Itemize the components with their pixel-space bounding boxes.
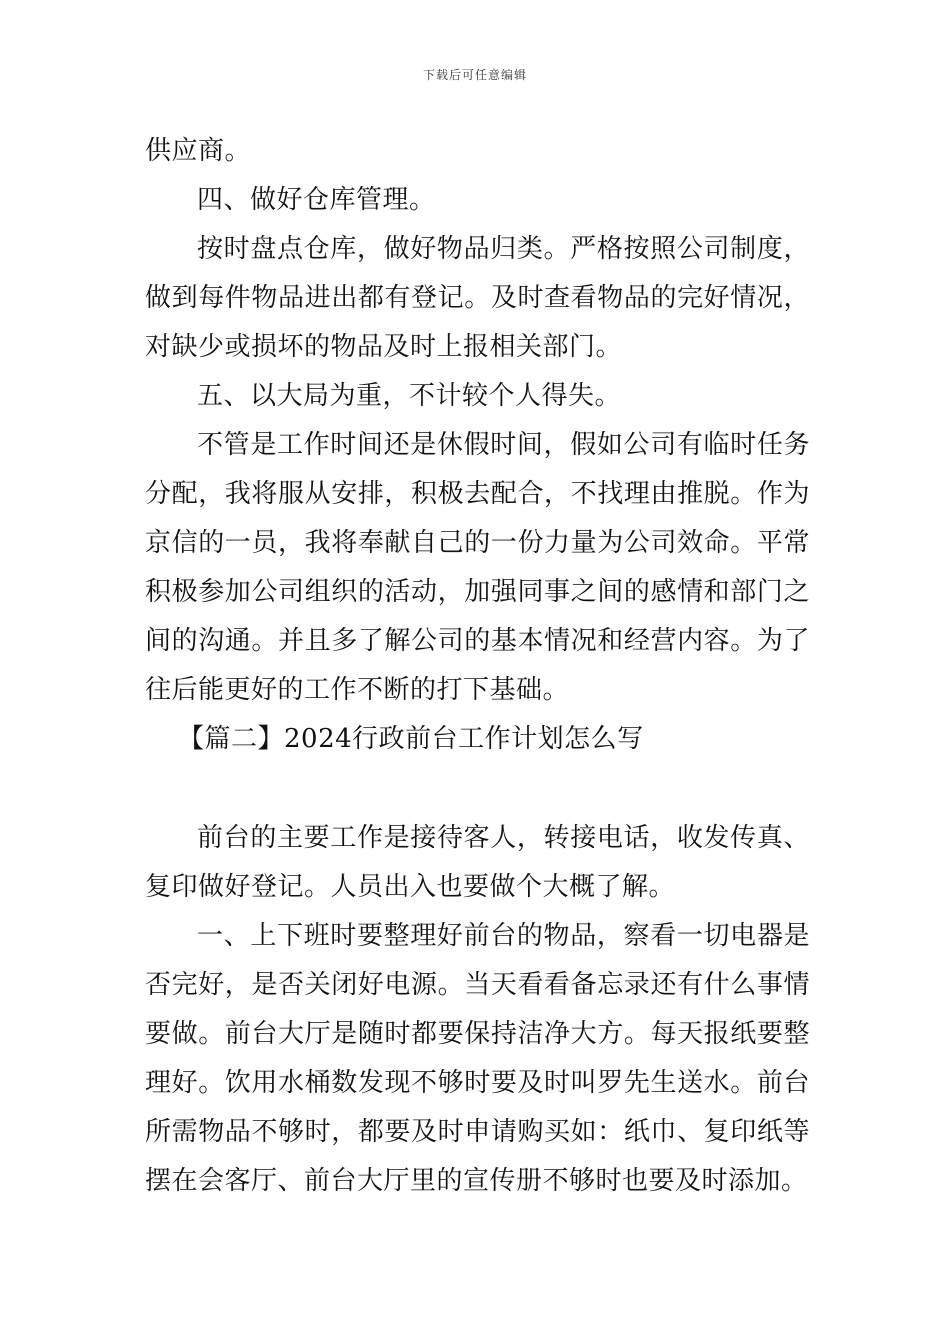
page-header: 下载后可任意编辑: [422, 68, 527, 82]
section-spacer: [145, 764, 810, 814]
document-body: [145, 127, 810, 1206]
paragraph-front-desk-duties: 一、上下班时要整理好前台的物品，察看一切电器是否完好，是否关闭好电源。当天看看备忘录还有什么事情要做。前台大厅是随时都要保持洁净大方。每天报纸要整理好。饮用水桶数发现不够时要及时叫罗先生送水。前台所需物品不够时，都要及时申请购买如：纸巾、复印纸等摆在会客厅、前台大厅里的宣传册不够时也要及时添加。: [145, 921, 810, 1196]
paragraph-big-picture: 不管是工作时间还是休假时间，假如公司有临时任务分配，我将服从安排，积极去配合，不找理由推脱。作为京信的一员，我将奉献自己的一份力量为公司效命。平常积极参加公司组织的活动，加强同事之间的感情和部门之间的沟通。并且多了解公司的基本情况和经营内容。为了往后能更好的工作不断的打下基础。: [145, 430, 810, 705]
section-title: 【篇二】2024行政前台工作计划怎么写: [178, 724, 644, 754]
paragraph-front-desk-intro: 前台的主要工作是接待客人，转接电话，收发传真、复印做好登记。人员出入也要做个大概了解。: [145, 823, 810, 902]
paragraph-continuation: 供应商。: [145, 136, 252, 166]
heading-warehouse-management: 四、做好仓库管理。: [197, 185, 436, 215]
paragraph-warehouse: 按时盘点仓库，做好物品归类。严格按照公司制度，做到每件物品进出都有登记。及时查看物品的完好情况，对缺少或损坏的物品及时上报相关部门。: [145, 234, 810, 362]
heading-big-picture: 五、以大局为重，不计较个人得失。: [197, 381, 622, 411]
